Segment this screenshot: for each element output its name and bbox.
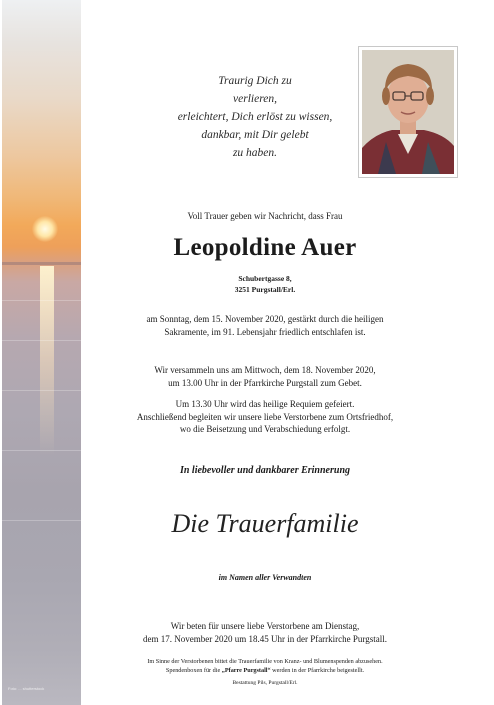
portrait-frame xyxy=(358,46,458,178)
water-ripple xyxy=(2,300,81,301)
portrait-illustration xyxy=(362,50,454,174)
portrait-photo xyxy=(362,50,454,174)
address xyxy=(120,274,410,295)
address-city: 3251 Purgstall/Erl. xyxy=(234,284,296,294)
text-line: Sakramente, im 91. Lebensjahr friedlich entschlafen ist. xyxy=(164,326,366,337)
water-ripple xyxy=(2,450,81,451)
prayer-announcement xyxy=(120,364,410,389)
text-line: Im Sinne der Verstorbenen bittet die Trauerfamilie von Kranz- und Blumenspenden abzusehen. xyxy=(147,658,383,665)
poem xyxy=(150,72,360,162)
text-line: am Sonntag, dem 15. November 2020, gestärkt durch die heiligen xyxy=(146,314,384,324)
sun-reflection xyxy=(40,266,54,456)
undertaker: Bestattung Pils, Purgstall/Erl. xyxy=(232,680,298,686)
poem-line: Traurig Dich zu xyxy=(218,75,292,87)
text-part: werden in der Pfarrkirche beigestellt. xyxy=(270,667,365,674)
text-line xyxy=(100,666,430,675)
water-ripple xyxy=(2,520,81,521)
on-behalf-line: im Namen aller Verwandten xyxy=(218,573,312,582)
sun xyxy=(32,216,58,242)
deceased-name: Leopoldine Auer xyxy=(173,234,357,261)
water-ripple xyxy=(2,340,81,341)
address-street: Schubertgasse 8, xyxy=(238,274,292,283)
requiem-announcement xyxy=(120,398,410,436)
family-signature: Die Trauerfamilie xyxy=(171,509,359,538)
text-line: wo die Beisetzung und Verabschiedung erfolgt. xyxy=(179,424,351,434)
parish-name: „Pfarre Purgstall“ xyxy=(221,667,271,674)
text-part: Spendenboxen für die xyxy=(165,667,222,674)
poem-line: erleichtert, Dich erlöst zu wissen, xyxy=(177,111,333,123)
text-line: Wir beten für unsere liebe Verstorbene am Dienstag, xyxy=(170,621,360,631)
donation-note xyxy=(100,657,430,675)
water-ripple xyxy=(2,390,81,391)
poem-line: dankbar, mit Dir gelebt xyxy=(201,129,309,141)
remembrance-line: In liebevoller und dankbarer Erinnerung xyxy=(179,465,351,476)
text-line: Um 13.30 Uhr wird das heilige Requiem gefeiert. xyxy=(175,399,355,409)
text-line: um 13.00 Uhr in der Pfarrkirche Purgstall zum Gebet. xyxy=(168,377,362,388)
vigil-announcement xyxy=(120,620,410,645)
death-announcement xyxy=(120,313,410,338)
text-line: dem 17. November 2020 um 18.45 Uhr in der Pfarrkirche Purgstall. xyxy=(142,633,388,644)
text-line: Wir versammeln uns am Mittwoch, dem 18. November 2020, xyxy=(154,365,376,375)
horizon-line xyxy=(2,262,81,265)
text-line: Anschließend begleiten wir unsere liebe Verstorbene zum Ortsfriedhof, xyxy=(136,411,394,422)
image-credit: Foto: ... shutterstock xyxy=(8,686,45,691)
poem-line: zu haben. xyxy=(232,147,278,159)
poem-line: verlieren, xyxy=(233,93,277,105)
sunset-sea-image xyxy=(2,0,81,705)
intro-text: Voll Trauer geben wir Nachricht, dass Frau xyxy=(187,211,343,221)
